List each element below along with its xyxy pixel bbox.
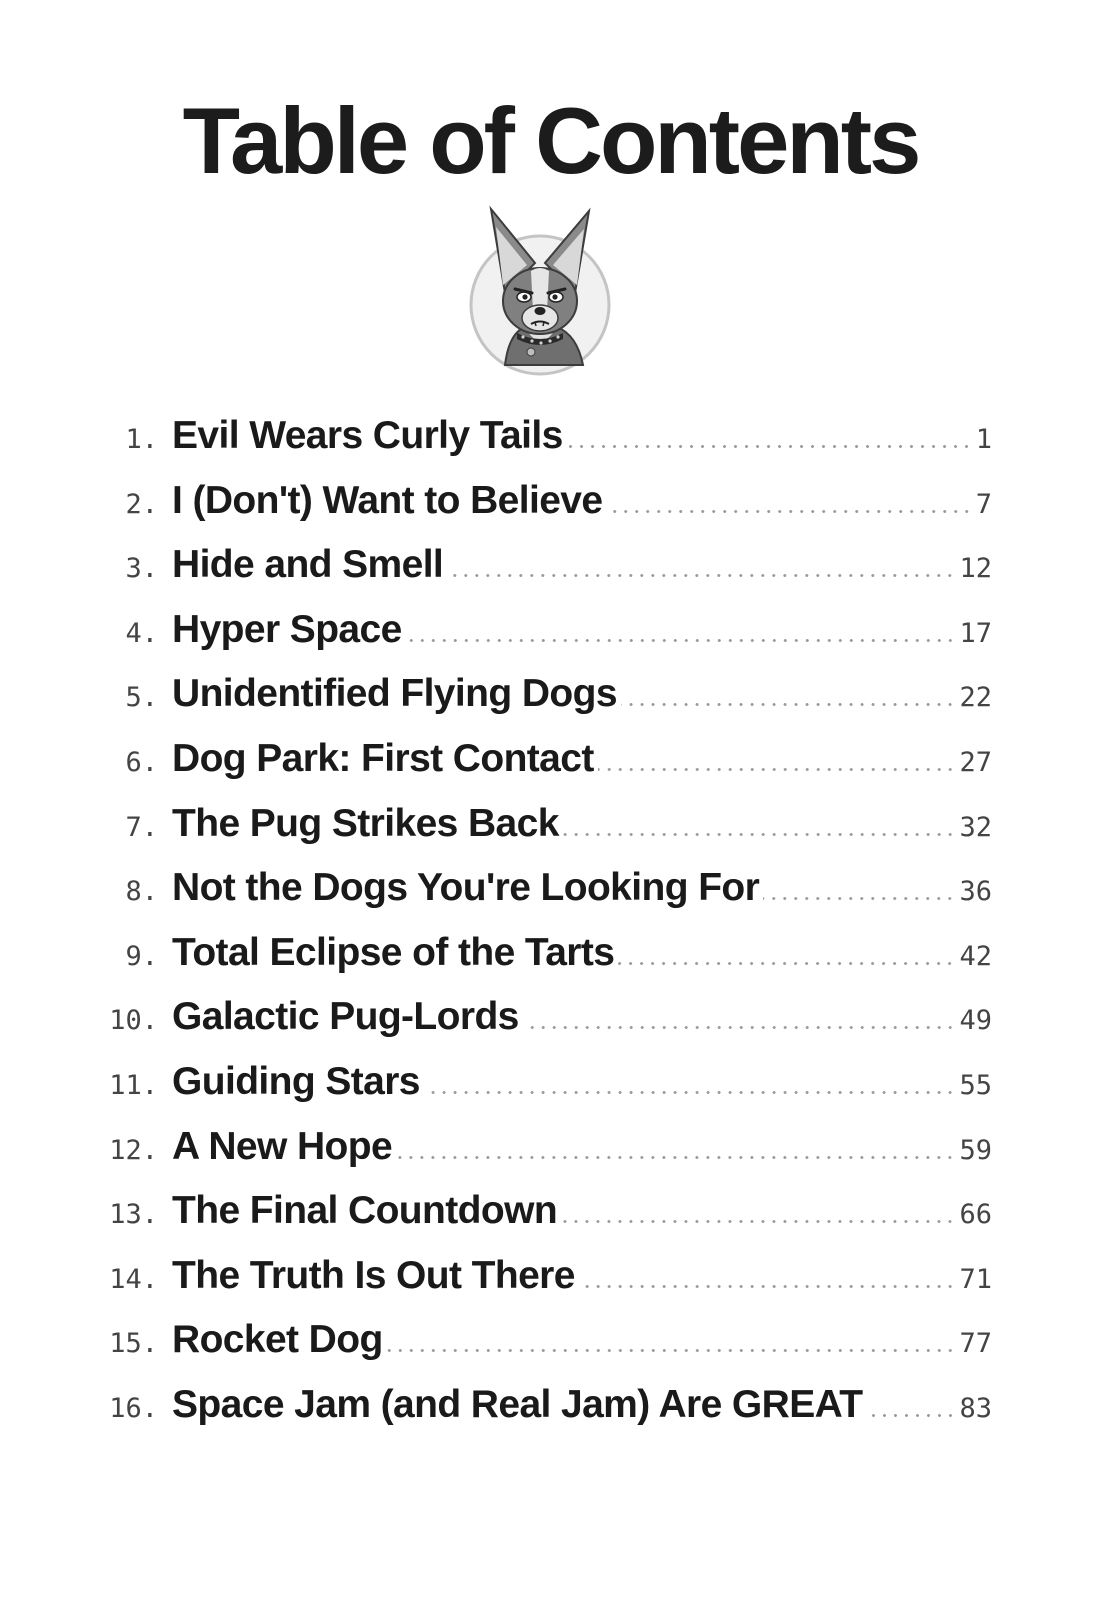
chapter-number: 8. — [125, 876, 158, 908]
page-number: 59 — [959, 1134, 992, 1166]
page-number: 66 — [959, 1199, 992, 1231]
chapter-number: 15. — [109, 1328, 158, 1360]
chapter-title: The Truth Is Out There — [172, 1253, 575, 1297]
dog-portrait-icon — [465, 205, 615, 380]
toc-entry-13[interactable] — [96, 1189, 992, 1254]
chapter-number: 1. — [125, 424, 158, 455]
chapter-title: Space Jam (and Real Jam) Are GREAT — [172, 1382, 863, 1426]
toc-entry-10[interactable] — [96, 995, 992, 1060]
toc-entry-16[interactable] — [96, 1383, 992, 1448]
dot-leader — [607, 510, 972, 513]
dot-leader — [387, 1349, 956, 1352]
chapter-title: Not the Dogs You're Looking For — [172, 866, 760, 910]
dot-leader — [406, 639, 956, 642]
dot-leader — [447, 574, 955, 577]
chapter-title: Rocket Dog — [172, 1318, 383, 1362]
toc-entry-2[interactable] — [96, 479, 992, 544]
page-number: 1 — [975, 424, 992, 455]
page-number: 83 — [959, 1392, 992, 1424]
toc-entry-6[interactable] — [96, 737, 992, 802]
page-number: 49 — [959, 1005, 992, 1037]
chapter-number: 11. — [109, 1069, 158, 1101]
chapter-number: 4. — [125, 617, 158, 649]
chapter-number: 7. — [125, 811, 158, 843]
dot-leader — [424, 1091, 956, 1094]
toc-entry-9[interactable] — [96, 931, 992, 996]
toc-entry-7[interactable] — [96, 802, 992, 867]
chapter-number: 14. — [109, 1263, 158, 1295]
dot-leader — [396, 1156, 955, 1159]
toc-entry-11[interactable] — [96, 1060, 992, 1125]
table-of-contents — [96, 414, 992, 1448]
chapter-title: A New Hope — [172, 1124, 393, 1168]
chapter-title: Dog Park: First Contact — [172, 736, 594, 780]
page-number: 12 — [959, 553, 992, 585]
dot-leader — [618, 962, 955, 965]
page-number: 71 — [959, 1263, 992, 1295]
page-title: Table of Contents — [182, 88, 919, 193]
toc-entry-5[interactable] — [96, 672, 992, 737]
chapter-title: I (Don't) Want to Believe — [172, 478, 603, 522]
dot-leader — [563, 833, 956, 836]
chapter-title: Total Eclipse of the Tarts — [172, 930, 615, 974]
toc-entry-3[interactable] — [96, 543, 992, 608]
chapter-number: 9. — [125, 940, 158, 972]
toc-entry-15[interactable] — [96, 1318, 992, 1383]
page-number: 22 — [959, 682, 992, 714]
chapter-number: 13. — [109, 1199, 158, 1231]
page-number: 27 — [959, 746, 992, 778]
chapter-number: 10. — [109, 1005, 158, 1037]
dot-leader — [763, 897, 955, 900]
toc-entry-4[interactable] — [96, 608, 992, 673]
chapter-number: 2. — [125, 488, 158, 520]
chapter-number: 3. — [125, 553, 158, 585]
page-number: 17 — [959, 617, 992, 649]
toc-entry-14[interactable] — [96, 1254, 992, 1319]
dot-leader — [867, 1414, 956, 1417]
dot-leader — [523, 1026, 956, 1029]
page-number: 77 — [959, 1328, 992, 1360]
chapter-title: Evil Wears Curly Tails — [172, 414, 563, 457]
dot-leader — [621, 703, 956, 706]
chapter-number: 5. — [125, 682, 158, 714]
page-number: 7 — [975, 488, 992, 520]
dot-leader — [598, 768, 956, 771]
page-number: 42 — [959, 940, 992, 972]
chapter-number: 12. — [109, 1134, 158, 1166]
toc-entry-8[interactable] — [96, 866, 992, 931]
chapter-title: Hyper Space — [172, 607, 402, 651]
chapter-title: Unidentified Flying Dogs — [172, 672, 617, 716]
toc-entry-1[interactable] — [96, 414, 992, 479]
chapter-title: Hide and Smell — [172, 543, 444, 587]
chapter-number: 6. — [125, 746, 158, 778]
chapter-title: Guiding Stars — [172, 1059, 420, 1103]
page-number: 36 — [959, 876, 992, 908]
page-number: 55 — [959, 1069, 992, 1101]
chapter-number: 16. — [109, 1392, 158, 1424]
chapter-title: Galactic Pug-Lords — [172, 995, 519, 1039]
chapter-title: The Final Countdown — [172, 1189, 558, 1233]
page-number: 32 — [959, 811, 992, 843]
chapter-title: The Pug Strikes Back — [172, 801, 559, 845]
toc-entry-12[interactable] — [96, 1125, 992, 1190]
dot-leader — [567, 445, 972, 448]
dot-leader — [561, 1220, 955, 1223]
dot-leader — [579, 1285, 956, 1288]
